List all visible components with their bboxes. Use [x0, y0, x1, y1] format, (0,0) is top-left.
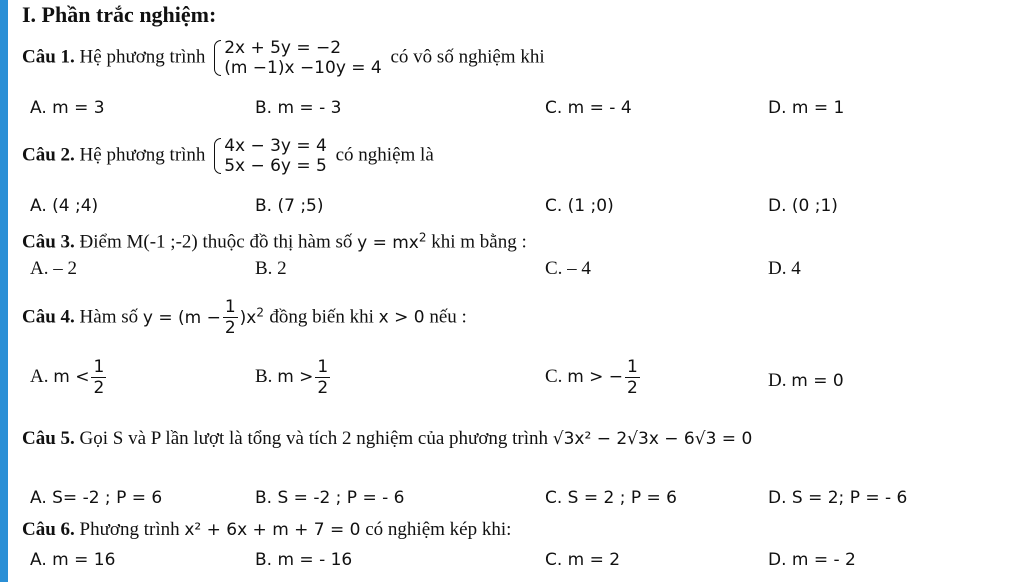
q6-option-b[interactable]: B. m = - 16 — [255, 550, 353, 570]
q4-option-b-expr: m > — [277, 366, 314, 387]
q6-option-c[interactable]: C. m = 2 — [545, 550, 621, 570]
q6-option-d[interactable]: D. m = - 2 — [768, 550, 856, 570]
q5-option-d[interactable]: D. S = 2; P = - 6 — [768, 488, 908, 508]
q5-option-c[interactable]: C. S = 2 ; P = 6 — [545, 488, 677, 508]
q4-option-c-fraction — [625, 357, 640, 398]
q1-option-d[interactable]: D. m = 1 — [768, 98, 845, 118]
q4-option-a[interactable] — [30, 357, 108, 398]
question-4-label: Câu 4. — [22, 306, 75, 328]
question-5-equation: √3x² − 2√3x − 6√3 = 0 — [552, 429, 753, 449]
question-4-formula-exp: 2 — [256, 304, 264, 319]
question-6-text: Phương trình — [79, 519, 180, 540]
question-3-formula-base: y = mx — [357, 232, 419, 253]
question-4-formula-pre: y = (m − — [142, 307, 221, 328]
q4-option-b[interactable] — [255, 357, 332, 398]
question-3-formula-exp: 2 — [418, 230, 427, 244]
q4-option-d-expr: m = 0 — [791, 371, 844, 391]
q5-option-b[interactable]: B. S = -2 ; P = - 6 — [255, 488, 405, 508]
q4-option-d[interactable] — [768, 370, 844, 392]
question-1-system — [214, 38, 382, 78]
question-4-frac-num: 1 — [224, 297, 236, 317]
question-1-label: Câu 1. — [22, 46, 75, 68]
question-3-text-after: khi m bằng : — [431, 231, 527, 253]
question-4-text: Hàm số — [79, 306, 139, 328]
q1-option-c[interactable]: C. m = - 4 — [545, 98, 632, 118]
question-2-eq-1: 4x − 3y = 4 — [224, 136, 327, 156]
q4-option-b-fraction — [315, 357, 330, 398]
question-1-text-after: có vô số nghiệm khi — [390, 46, 545, 68]
question-1 — [22, 38, 545, 78]
question-4-formula-post: )x — [239, 307, 257, 328]
question-3-label: Câu 3. — [22, 231, 75, 253]
question-4-frac-den: 2 — [224, 318, 236, 338]
left-accent-bar — [0, 0, 8, 582]
q2-option-c[interactable]: C. (1 ;0) — [545, 196, 614, 216]
question-2-text-after: có nghiệm là — [335, 144, 434, 166]
question-1-text: Hệ phương trình — [79, 46, 206, 68]
q4-option-a-num: 1 — [93, 357, 105, 377]
q1-option-b[interactable]: B. m = - 3 — [255, 98, 342, 118]
q2-option-b[interactable]: B. (7 ;5) — [255, 196, 324, 216]
q3-option-b[interactable]: B. 2 — [255, 258, 287, 279]
q3-option-c[interactable]: C. – 4 — [545, 258, 591, 279]
question-1-eq-1: 2x + 5y = −2 — [224, 38, 342, 58]
question-2 — [22, 136, 434, 176]
q4-option-c-prefix: C. — [545, 365, 563, 387]
question-4 — [22, 297, 467, 338]
question-3-formula — [357, 230, 427, 253]
question-4-text-end: nếu : — [429, 306, 467, 328]
question-5-label: Câu 5. — [22, 428, 75, 449]
q2-option-d[interactable]: D. (0 ;1) — [768, 196, 838, 216]
question-6 — [22, 519, 511, 541]
question-2-eq-2: 5x − 6y = 5 — [224, 156, 327, 176]
q4-option-b-prefix: B. — [255, 365, 273, 387]
q4-option-c-expr: m > − — [567, 366, 624, 387]
section-title: I. Phần trắc nghiệm: — [22, 2, 217, 27]
q4-option-c[interactable] — [545, 357, 642, 398]
q4-option-d-prefix: D. — [768, 370, 787, 391]
question-6-equation: x² + 6x + m + 7 = 0 — [184, 520, 361, 540]
question-1-eq-2: (m −1)x −10y = 4 — [224, 58, 382, 78]
question-4-formula — [142, 297, 270, 338]
question-2-label: Câu 2. — [22, 144, 75, 166]
q4-option-a-expr: m < — [53, 366, 90, 387]
q4-option-a-fraction — [91, 357, 106, 398]
question-6-label: Câu 6. — [22, 519, 75, 540]
question-2-text: Hệ phương trình — [79, 144, 206, 166]
q4-option-a-prefix: A. — [30, 365, 49, 387]
q4-option-a-den: 2 — [93, 378, 105, 398]
q4-option-b-num: 1 — [317, 357, 329, 377]
q4-option-b-den: 2 — [317, 378, 329, 398]
q4-option-c-den: 2 — [627, 378, 638, 398]
question-3 — [22, 230, 527, 254]
q2-option-a[interactable]: A. (4 ;4) — [30, 196, 99, 216]
q4-option-c-num: 1 — [627, 357, 638, 377]
question-4-condition: x > 0 — [378, 307, 425, 328]
question-4-fraction — [223, 297, 238, 338]
q3-option-a[interactable]: A. – 2 — [30, 258, 77, 279]
q1-option-a[interactable]: A. m = 3 — [30, 98, 105, 118]
question-3-text: Điểm M(-1 ;-2) thuộc đồ thị hàm số — [79, 231, 353, 253]
question-5 — [22, 428, 752, 450]
q3-option-d[interactable]: D. 4 — [768, 258, 801, 279]
q5-option-a[interactable]: A. S= -2 ; P = 6 — [30, 488, 163, 508]
question-2-system — [214, 136, 327, 176]
question-5-text: Gọi S và P lần lượt là tổng và tích 2 nghiệm của phương trình — [79, 428, 549, 449]
q6-option-a[interactable]: A. m = 16 — [30, 550, 116, 570]
question-4-text-after: đồng biến khi — [269, 306, 374, 328]
question-6-text-after: có nghiệm kép khi: — [365, 519, 512, 540]
